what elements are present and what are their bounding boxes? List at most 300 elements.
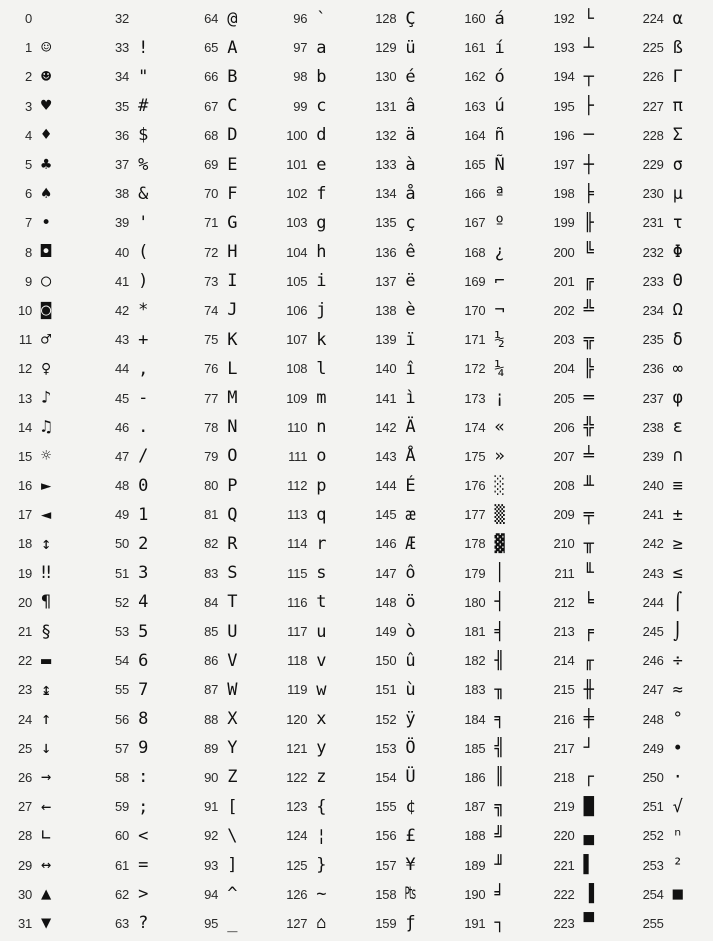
char-code: 73 (204, 273, 219, 289)
char-code: 134 (375, 186, 397, 202)
char-glyph: ì (405, 388, 416, 409)
char-glyph: ♀ (41, 358, 52, 379)
char-entry (535, 33, 624, 62)
char-code: 205 (553, 390, 575, 406)
char-entry (624, 150, 713, 179)
char-glyph: ε (672, 417, 683, 438)
char-entry (178, 267, 267, 296)
char-entry (267, 792, 356, 821)
char-code: 212 (553, 594, 575, 610)
char-glyph: ╖ (494, 679, 505, 700)
char-code: 116 (287, 594, 308, 610)
char-glyph: ⌐ (494, 271, 505, 292)
char-glyph: ê (405, 242, 416, 263)
char-code: 94 (204, 886, 219, 902)
char-entry (178, 383, 267, 412)
char-code: 14 (17, 419, 32, 435)
char-glyph: t (316, 592, 327, 613)
char-entry (267, 4, 356, 33)
char-code: 92 (204, 828, 219, 844)
char-entry (178, 821, 267, 850)
char-code: 9 (24, 273, 32, 289)
char-entry (445, 208, 534, 237)
char-glyph: { (316, 796, 327, 817)
char-glyph: x (316, 709, 327, 730)
char-code: 168 (464, 244, 486, 260)
char-code: 144 (375, 478, 397, 494)
char-glyph: ◘ (41, 242, 52, 263)
char-code: 244 (642, 594, 664, 610)
char-glyph: ═ (583, 388, 594, 409)
char-glyph: A (227, 37, 238, 58)
char-entry (356, 325, 445, 354)
char-glyph: ≤ (672, 563, 683, 584)
char-code: 115 (287, 565, 308, 581)
char-glyph: ß (672, 37, 683, 58)
char-code: 143 (375, 448, 397, 464)
char-code: 228 (642, 127, 664, 143)
char-code: 66 (204, 69, 219, 85)
char-glyph: I (227, 271, 238, 292)
char-entry (178, 617, 267, 646)
char-glyph: i (316, 271, 327, 292)
char-code: 70 (204, 186, 219, 202)
char-glyph: 1 (138, 504, 149, 525)
char-code: 42 (115, 302, 130, 318)
char-code: 209 (553, 507, 575, 523)
char-glyph: ¼ (494, 358, 505, 379)
char-glyph: ¿ (494, 242, 505, 263)
char-glyph: o (316, 446, 327, 467)
char-code: 210 (553, 536, 575, 552)
char-glyph: ∩ (672, 446, 683, 467)
char-entry (445, 354, 534, 383)
char-entry (178, 792, 267, 821)
char-glyph: ┘ (583, 738, 594, 759)
char-code: 242 (642, 536, 664, 552)
char-glyph: ╫ (583, 679, 594, 700)
char-entry (267, 675, 356, 704)
char-glyph: ╛ (494, 884, 505, 905)
char-code: 179 (464, 565, 486, 581)
char-code: 10 (17, 302, 32, 318)
char-code: 154 (375, 769, 397, 785)
char-code: 87 (204, 682, 219, 698)
char-code: 211 (554, 565, 575, 581)
char-glyph: , (138, 358, 149, 379)
char-entry (624, 267, 713, 296)
char-code: 24 (17, 711, 32, 727)
char-code: 167 (464, 215, 486, 231)
char-entry (535, 238, 624, 267)
char-code: 109 (286, 390, 308, 406)
char-glyph: ! (138, 37, 149, 58)
char-glyph: █ (583, 796, 594, 817)
char-glyph: ) (138, 271, 149, 292)
char-glyph: ┼ (583, 154, 594, 175)
char-entry (356, 238, 445, 267)
char-code: 12 (17, 361, 32, 377)
char-entry (89, 33, 178, 62)
char-entry (89, 850, 178, 879)
char-entry (0, 4, 89, 33)
char-entry (178, 909, 267, 938)
char-code: 135 (375, 215, 397, 231)
char-entry (624, 646, 713, 675)
char-code: 47 (115, 448, 130, 464)
char-entry (445, 471, 534, 500)
char-code: 88 (204, 711, 219, 727)
char-entry (535, 413, 624, 442)
char-glyph: ⌡ (672, 621, 683, 642)
char-glyph: ┴ (583, 37, 594, 58)
char-glyph: ╪ (583, 709, 594, 730)
char-glyph: ▬ (41, 650, 52, 671)
char-glyph: ▲ (41, 884, 52, 905)
char-code: 61 (115, 857, 130, 873)
char-glyph: ¡ (494, 388, 505, 409)
char-entry (267, 325, 356, 354)
char-code: 191 (464, 915, 486, 931)
char-glyph: 8 (138, 709, 149, 730)
char-code: 112 (287, 478, 308, 494)
char-glyph: ╙ (583, 563, 594, 584)
char-glyph: Y (227, 738, 238, 759)
char-entry (178, 588, 267, 617)
char-glyph: a (316, 37, 327, 58)
char-glyph: c (316, 96, 327, 117)
char-code: 33 (115, 40, 130, 56)
char-glyph: ░ (494, 475, 505, 496)
char-entry (267, 529, 356, 558)
char-glyph: ╢ (494, 650, 505, 671)
char-glyph: ╣ (494, 738, 505, 759)
char-glyph: ' (138, 212, 149, 233)
char-glyph: S (227, 563, 238, 584)
char-code: 43 (115, 332, 130, 348)
char-glyph: ▼ (41, 913, 52, 934)
char-glyph: £ (405, 825, 416, 846)
char-entry (624, 617, 713, 646)
char-code: 236 (642, 361, 664, 377)
char-glyph: · (672, 767, 683, 788)
char-glyph: j (316, 300, 327, 321)
char-entry (445, 325, 534, 354)
char-code: 201 (553, 273, 575, 289)
char-entry (356, 617, 445, 646)
char-glyph: º (494, 212, 505, 233)
char-entry (0, 529, 89, 558)
char-entry (445, 4, 534, 33)
char-code: 243 (642, 565, 664, 581)
char-glyph: ⌠ (672, 592, 683, 613)
char-code: 233 (642, 273, 664, 289)
char-code: 227 (642, 98, 664, 114)
char-glyph: q (316, 504, 327, 525)
char-glyph: ∙ (672, 738, 683, 759)
char-code: 76 (204, 361, 219, 377)
char-code: 162 (464, 69, 486, 85)
char-glyph: ô (405, 563, 416, 584)
char-code: 126 (286, 886, 308, 902)
char-entry (356, 646, 445, 675)
char-glyph: ▄ (583, 825, 594, 846)
char-code: 6 (24, 186, 32, 202)
char-entry (356, 413, 445, 442)
char-glyph: Ç (405, 8, 416, 29)
char-entry (267, 208, 356, 237)
char-entry (535, 296, 624, 325)
char-glyph: 0 (138, 475, 149, 496)
char-entry (178, 471, 267, 500)
char-glyph: \ (227, 825, 238, 846)
char-entry (356, 821, 445, 850)
char-glyph: + (138, 329, 149, 350)
char-code: 196 (553, 127, 575, 143)
char-glyph: L (227, 358, 238, 379)
char-entry (535, 763, 624, 792)
char-code: 82 (204, 536, 219, 552)
char-entry (89, 705, 178, 734)
char-code: 45 (115, 390, 130, 406)
char-code: 16 (17, 478, 32, 494)
char-code: 5 (24, 157, 32, 173)
char-code: 1 (24, 40, 32, 56)
char-code: 254 (642, 886, 664, 902)
char-code: 74 (204, 302, 219, 318)
char-entry (0, 179, 89, 208)
char-code: 64 (204, 11, 219, 27)
char-code: 105 (286, 273, 308, 289)
char-entry (267, 296, 356, 325)
char-code: 241 (642, 507, 664, 523)
char-code: 157 (375, 857, 397, 873)
char-glyph: m (316, 388, 327, 409)
char-glyph: • (41, 212, 52, 233)
char-glyph: Ä (405, 417, 416, 438)
char-code: 128 (375, 11, 397, 27)
char-glyph: } (316, 855, 327, 876)
char-glyph: ¶ (41, 592, 52, 613)
char-entry (267, 646, 356, 675)
char-glyph: ◙ (41, 300, 52, 321)
char-entry (267, 821, 356, 850)
char-code: 17 (17, 507, 32, 523)
char-entry (89, 588, 178, 617)
char-code: 71 (204, 215, 219, 231)
char-entry (624, 792, 713, 821)
char-glyph: » (494, 446, 505, 467)
char-glyph: y (316, 738, 327, 759)
char-code: 25 (17, 740, 32, 756)
char-entry (445, 296, 534, 325)
char-code: 252 (642, 828, 664, 844)
char-entry (445, 442, 534, 471)
char-glyph: n (316, 417, 327, 438)
char-entry (89, 121, 178, 150)
char-entry (445, 92, 534, 121)
char-glyph: ÿ (405, 709, 416, 730)
char-code: 178 (464, 536, 486, 552)
char-code: 91 (204, 799, 219, 815)
char-glyph: 3 (138, 563, 149, 584)
char-entry (267, 413, 356, 442)
char-code: 30 (17, 886, 32, 902)
char-entry (535, 325, 624, 354)
char-entry (178, 850, 267, 879)
char-entry (445, 734, 534, 763)
char-code: 180 (464, 594, 486, 610)
char-entry (535, 62, 624, 91)
char-glyph: ↑ (41, 709, 52, 730)
char-code: 229 (642, 157, 664, 173)
char-code: 237 (642, 390, 664, 406)
char-glyph: s (316, 563, 327, 584)
char-glyph: â (405, 96, 416, 117)
char-entry (356, 792, 445, 821)
char-entry (535, 909, 624, 938)
char-glyph: ½ (494, 329, 505, 350)
char-code: 193 (553, 40, 575, 56)
char-entry (89, 821, 178, 850)
char-code: 63 (115, 915, 130, 931)
char-code: 49 (115, 507, 130, 523)
char-glyph: î (405, 358, 416, 379)
char-code: 246 (642, 653, 664, 669)
char-entry (624, 675, 713, 704)
char-entry (356, 763, 445, 792)
char-entry (0, 617, 89, 646)
char-glyph: ╘ (583, 592, 594, 613)
char-code: 171 (464, 332, 486, 348)
char-glyph: ₧ (405, 884, 416, 905)
char-entry (0, 588, 89, 617)
char-entry (0, 909, 89, 938)
char-entry (356, 383, 445, 412)
char-entry (624, 179, 713, 208)
char-code: 147 (375, 565, 397, 581)
char-entry (178, 500, 267, 529)
char-glyph: $ (138, 125, 149, 146)
char-code: 240 (642, 478, 664, 494)
char-code: 108 (286, 361, 308, 377)
char-glyph: P (227, 475, 238, 496)
char-code: 106 (286, 302, 308, 318)
char-entry (0, 92, 89, 121)
char-code: 102 (286, 186, 308, 202)
char-glyph: ╧ (583, 446, 594, 467)
char-glyph: ♦ (41, 125, 52, 146)
char-entry (445, 559, 534, 588)
char-entry (535, 675, 624, 704)
char-code: 56 (115, 711, 130, 727)
char-glyph: ♂ (41, 329, 52, 350)
char-entry (445, 909, 534, 938)
char-glyph: ▓ (494, 533, 505, 554)
char-glyph: ↨ (41, 679, 52, 700)
char-code: 110 (287, 419, 308, 435)
char-entry (624, 763, 713, 792)
char-glyph: √ (672, 796, 683, 817)
char-code: 217 (553, 740, 575, 756)
char-code: 152 (375, 711, 397, 727)
char-entry (89, 62, 178, 91)
char-entry (535, 92, 624, 121)
char-code: 65 (204, 40, 219, 56)
char-entry (178, 150, 267, 179)
char-entry (89, 559, 178, 588)
char-code: 4 (24, 127, 32, 143)
char-code: 57 (115, 740, 130, 756)
char-entry (0, 471, 89, 500)
char-entry (624, 383, 713, 412)
char-glyph: ? (138, 913, 149, 934)
char-code: 158 (375, 886, 397, 902)
char-entry (0, 354, 89, 383)
char-code: 155 (375, 799, 397, 815)
char-entry (356, 150, 445, 179)
char-code: 31 (17, 915, 32, 931)
char-entry (0, 267, 89, 296)
char-entry (356, 208, 445, 237)
char-code: 197 (553, 157, 575, 173)
char-glyph: § (41, 621, 52, 642)
char-code: 187 (464, 799, 486, 815)
char-glyph: J (227, 300, 238, 321)
char-entry (445, 179, 534, 208)
char-code: 7 (24, 215, 32, 231)
char-glyph: φ (672, 388, 683, 409)
char-code: 62 (115, 886, 130, 902)
char-entry (624, 121, 713, 150)
char-glyph: « (494, 417, 505, 438)
char-glyph: z (316, 767, 327, 788)
char-glyph: G (227, 212, 238, 233)
char-code: 204 (553, 361, 575, 377)
char-code: 124 (286, 828, 308, 844)
char-code: 194 (553, 69, 575, 85)
char-entry (267, 880, 356, 909)
char-glyph: V (227, 650, 238, 671)
char-entry (624, 529, 713, 558)
char-glyph: Z (227, 767, 238, 788)
char-glyph: Ö (405, 738, 416, 759)
char-entry (445, 646, 534, 675)
char-code: 103 (286, 215, 308, 231)
char-code: 199 (553, 215, 575, 231)
char-entry (0, 850, 89, 879)
char-entry (267, 500, 356, 529)
char-entry (89, 238, 178, 267)
char-glyph: ¬ (494, 300, 505, 321)
char-entry (445, 413, 534, 442)
char-code: 11 (18, 332, 32, 348)
char-entry (0, 821, 89, 850)
char-glyph: ö (405, 592, 416, 613)
char-code: 249 (642, 740, 664, 756)
char-code: 53 (115, 624, 130, 640)
char-entry (445, 500, 534, 529)
char-glyph: ♫ (41, 417, 52, 438)
char-code: 150 (375, 653, 397, 669)
char-entry (356, 92, 445, 121)
char-glyph: ï (405, 329, 416, 350)
char-glyph: Ü (405, 767, 416, 788)
char-code: 245 (642, 624, 664, 640)
char-entry (89, 500, 178, 529)
char-glyph: ~ (316, 884, 327, 905)
char-code: 113 (287, 507, 308, 523)
